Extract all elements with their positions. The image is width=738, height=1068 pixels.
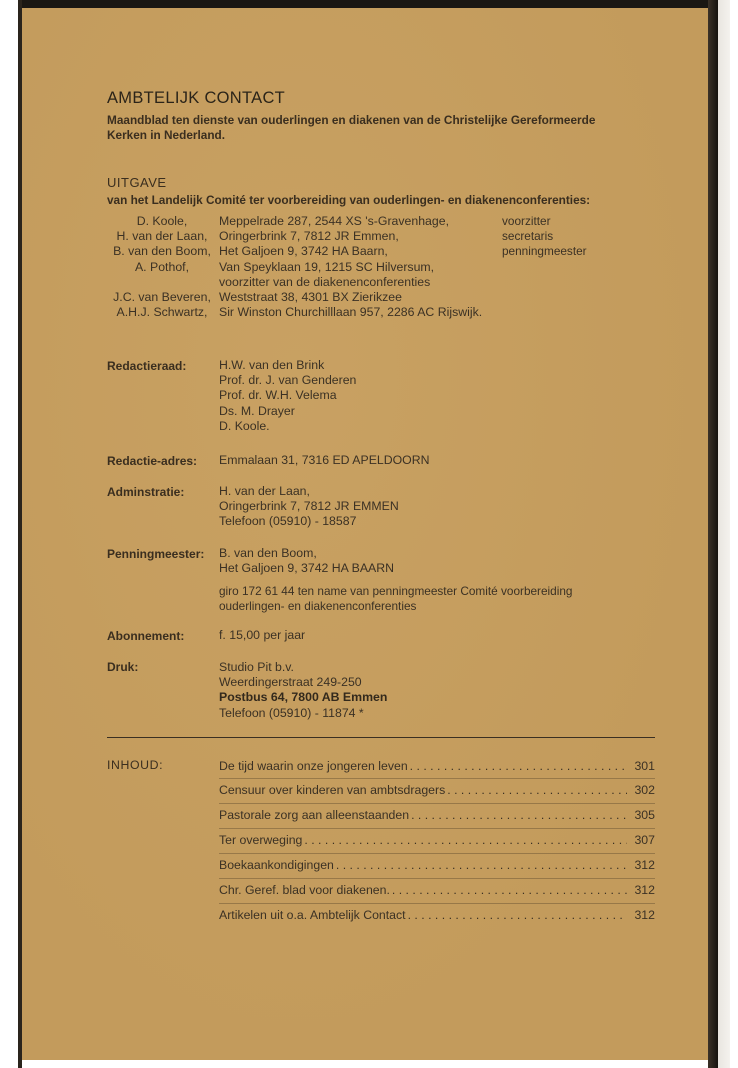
scan-border-right	[708, 0, 730, 1068]
section-divider	[107, 737, 655, 738]
redactieraad-label: Redactieraad:	[107, 359, 187, 373]
druk-line: Studio Pit b.v.	[219, 660, 294, 674]
redactieraad-member: D. Koole.	[219, 418, 270, 433]
penningmeester-line: Het Galjoen 9, 3742 HA BAARN	[219, 561, 394, 576]
toc-item-page: 312	[634, 883, 655, 897]
abonnement-value	[219, 628, 305, 643]
member-address: Van Speyklaan 19, 1215 SC Hilversum,	[219, 259, 435, 274]
abonnement-label: Abonnement:	[107, 629, 185, 643]
toc-item-page: 312	[634, 908, 655, 922]
inhoud-label: INHOUD:	[107, 758, 164, 772]
redactieraad-member: Prof. dr. J. van Genderen	[219, 373, 357, 388]
toc-item-title: Censuur over kinderen van ambtsdragers	[219, 783, 446, 797]
administratie-address	[219, 484, 399, 530]
administratie-label: Adminstratie:	[107, 485, 185, 499]
toc-leader-dots	[392, 883, 627, 897]
subtitle-line-1: Maandblad ten dienste van ouderlingen en diakenen van de Christelijke Gereformeerde	[107, 113, 596, 127]
member-name: J.C. van Beveren,	[113, 289, 211, 304]
member-name	[107, 275, 217, 290]
toc-separator	[219, 778, 655, 779]
member-name: A.H.J. Schwartz,	[116, 305, 208, 320]
toc-separator	[219, 803, 655, 804]
subtitle-line-2: Kerken in Nederland.	[107, 128, 226, 142]
toc-item[interactable]	[219, 858, 655, 872]
redactie-adres	[219, 453, 430, 468]
uitgave-subheading: van het Landelijk Comité ter voorbereiding van ouderlingen- en diakenenconferenties:	[107, 193, 591, 207]
toc-leader-dots	[408, 908, 627, 922]
druk-address	[219, 660, 387, 721]
administratie-line: H. van der Laan,	[219, 484, 310, 498]
toc-item-title: De tijd waarin onze jongeren leven	[219, 759, 408, 773]
druk-label: Druk:	[107, 660, 139, 674]
toc-item-title: Ter overweging	[219, 833, 303, 847]
member-address: Het Galjoen 9, 3742 HA Baarn,	[219, 244, 388, 259]
toc-separator	[219, 853, 655, 854]
member-address: Weststraat 38, 4301 BX Zierikzee	[219, 289, 402, 304]
toc-item-page: 312	[634, 858, 655, 872]
toc-leader-dots	[447, 783, 627, 797]
abonnement-price: f. 15,00 per jaar	[219, 628, 306, 642]
member-name: D. Koole,	[136, 214, 188, 228]
toc-item-page: 301	[634, 759, 655, 773]
toc-item-title: Pastorale zorg aan alleenstaanden	[219, 808, 410, 822]
penningmeester-label: Penningmeester:	[107, 547, 205, 561]
member-name: A. Pothof,	[134, 259, 189, 274]
toc-item[interactable]	[219, 883, 655, 897]
member-address: Sir Winston Churchilllaan 957, 2286 AC Rijswijk.	[219, 305, 483, 320]
members-names	[107, 214, 217, 320]
member-address: voorzitter van de diakenenconferenties	[219, 274, 431, 289]
member-role: voorzitter	[502, 214, 551, 228]
toc-item-title: Boekaankondigingen	[219, 858, 334, 872]
giro-line: ouderlingen- en diakenenconferenties	[219, 599, 417, 614]
toc-item[interactable]	[219, 908, 655, 922]
member-name: H. van der Laan,	[116, 229, 208, 244]
druk-line: Weerdingerstraat 249-250	[219, 675, 362, 690]
administratie-line: Telefoon (05910) - 18587	[219, 514, 357, 529]
druk-bold-line: Postbus 64, 7800 AB Emmen	[219, 690, 388, 705]
toc-item-page: 307	[634, 833, 655, 847]
redactie-adres-label: Redactie-adres:	[107, 454, 198, 468]
member-name: B. van den Boom,	[113, 244, 211, 259]
redactieraad-member: H.W. van den Brink	[219, 358, 325, 372]
redactie-adres-line: Emmalaan 31, 7316 ED APELDOORN	[219, 453, 430, 467]
toc-separator	[219, 878, 655, 879]
member-role: secretaris	[502, 229, 554, 244]
toc-item[interactable]	[219, 808, 655, 822]
members-addresses	[219, 214, 482, 320]
scan-border-top	[18, 0, 730, 8]
toc-item[interactable]	[219, 833, 655, 847]
members-roles	[502, 214, 587, 260]
toc-item[interactable]	[219, 783, 655, 797]
druk-phone: Telefoon (05910) - 11874 *	[219, 705, 364, 720]
uitgave-heading: UITGAVE	[107, 175, 167, 190]
toc-separator	[219, 903, 655, 904]
toc-leader-dots	[336, 858, 627, 872]
member-address: Meppelrade 287, 2544 XS 's-Gravenhage,	[219, 214, 449, 228]
document-page	[22, 8, 708, 1060]
member-address: Oringerbrink 7, 7812 JR Emmen,	[219, 229, 399, 244]
toc-leader-dots	[410, 759, 627, 773]
penningmeester-line: B. van den Boom,	[219, 546, 317, 560]
giro-line: giro 172 61 44 ten name van penningmeester Comité voorbereiding	[219, 584, 573, 598]
toc-item-title: Artikelen uit o.a. Ambtelijk Contact	[219, 908, 406, 922]
toc-item-page: 305	[634, 808, 655, 822]
toc-item-page: 302	[634, 783, 655, 797]
penningmeester-address	[219, 546, 394, 576]
redactieraad-member: Ds. M. Drayer	[219, 403, 295, 418]
toc-item[interactable]	[219, 759, 655, 773]
member-role: penningmeester	[502, 244, 587, 259]
giro-info	[219, 584, 572, 614]
redactieraad-list	[219, 358, 356, 434]
toc-separator	[219, 828, 655, 829]
redactieraad-member: Prof. dr. W.H. Velema	[219, 388, 337, 403]
toc-leader-dots	[304, 833, 627, 847]
toc-leader-dots	[411, 808, 627, 822]
administratie-line: Oringerbrink 7, 7812 JR EMMEN	[219, 499, 399, 514]
page-title: AMBTELIJK CONTACT	[107, 89, 286, 107]
toc-item-title: Chr. Geref. blad voor diakenen.	[219, 883, 390, 897]
